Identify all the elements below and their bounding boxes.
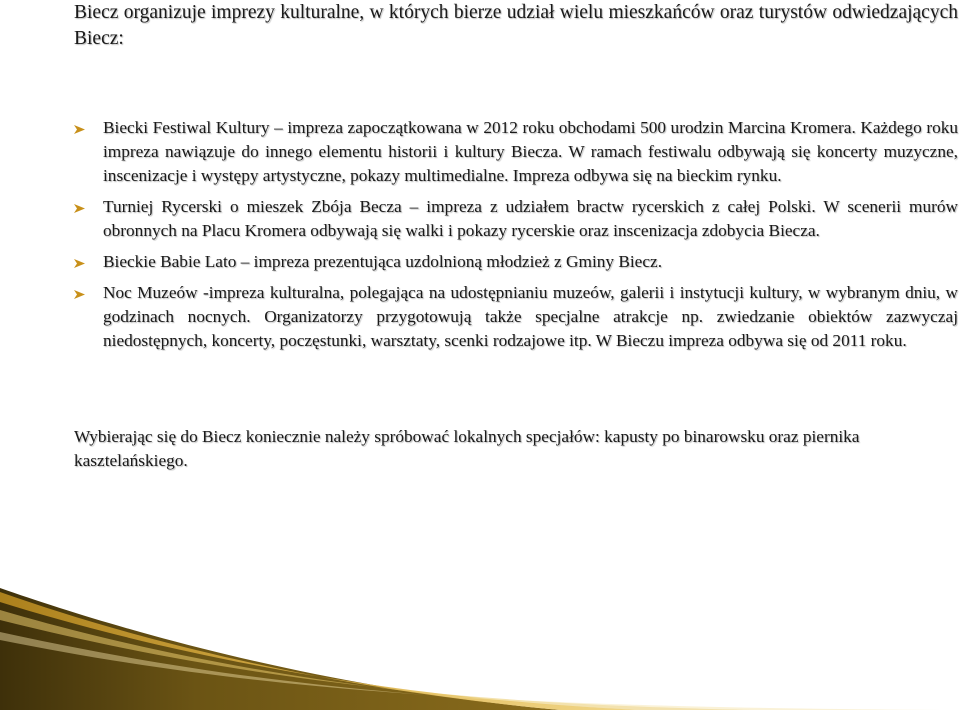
arrow-bullet-icon [74,290,85,299]
arrow-bullet-icon [74,204,85,213]
intro-paragraph: Biecz organizuje imprezy kulturalne, w których bierze udział wielu mieszkańców oraz turystów odwiedzających Biecz: [74,2,958,49]
list-item [74,116,958,188]
list-item-text: Biecki Festiwal Kultury – impreza zapoczątkowana w 2012 roku obchodami 500 urodzin Marcina Kromera. Każdego roku impreza nawiązuje do innego elementu historii i kultury Biecza. W ramach festiwalu odbywają się koncerty muzyczne, inscenizacje i występy artystyczne, pokazy multimedialne. Impreza odbywa się na bieckim rynku. [103,118,958,185]
list-item-text: Turniej Rycerski o mieszek Zbója Becza – impreza z udziałem bractw rycerskich z całej Polski. W scenerii murów obronnych na Placu Kromera odbywają się walki i pokazy rycerskie oraz inscenizacja zdobycia Biecza. [103,197,958,240]
list-item-text: Noc Muzeów -impreza kulturalna, polegająca na udostępnianiu muzeów, galerii i instytucji kultury, w wybranym dniu, w godzinach nocnych. Organizatorzy przygotowują także specjalne atrakcje np. zwiedzanie obiektów zazwyczaj niedostępnych, koncerty, poczęstunki, warsztaty, scenki rodzajowe itp. W Bieczu impreza odbywa się od 2011 roku. [103,283,958,350]
list-item [74,281,958,353]
closing-paragraph: Wybierając się do Biecz koniecznie należy spróbować lokalnych specjałów: kapusty po binarowsku oraz piernika kasztelańskiego. [74,427,860,470]
arrow-bullet-icon [74,259,85,268]
list-item [74,195,958,243]
event-list [74,116,958,360]
list-item [74,250,958,274]
list-item-text: Bieckie Babie Lato – impreza prezentująca uzdolnioną młodzież z Gminy Biecz. [103,252,663,271]
corner-swoosh-decoration [0,570,959,710]
arrow-bullet-icon [74,125,85,134]
